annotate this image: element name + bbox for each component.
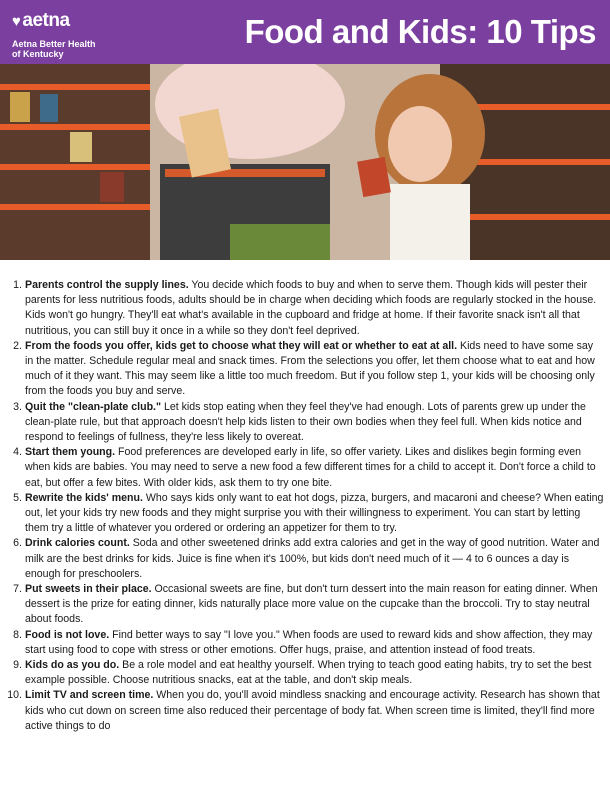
tip-body <box>25 582 604 628</box>
tip-body <box>25 491 604 537</box>
tip-item <box>6 278 604 339</box>
tip-number: 7. <box>13 583 22 596</box>
tip-text: Find better ways to say "I love you." When foods are used to reward kids and show affection, they may start using food to cope with stress or other emotions. Offer hugs, praise, and attention instead of food treats. <box>25 628 593 656</box>
tip-text: When you do, you'll avoid mindless snacking and encourage activity. Research has shown that kids who cut down on screen time also reduced their percentage of body fat. When screen time is limited, they'll find more active things to do <box>25 689 600 732</box>
logo-wordmark <box>12 10 96 32</box>
tip-number: 3. <box>13 400 22 413</box>
tip-number: 1. <box>13 279 22 291</box>
tip-heading: Quit the "clean-plate club." <box>25 400 162 413</box>
tip-heading: Kids do as you do. <box>25 659 120 672</box>
tip-item <box>6 445 604 491</box>
page-title: Food and Kids: 10 Tips <box>244 13 596 50</box>
header-banner <box>0 0 610 64</box>
tip-heading: From the foods you offer, kids get to choose what they will eat or whether to eat at all. <box>25 339 458 352</box>
tip-item <box>6 688 604 734</box>
tip-text: Occasional sweets are fine, but don't turn dessert into the main reason for eating dinner. When dessert is the prize for eating dinner, kids naturally place more value on the cupcake than the broccoli. Try to stay neutral about foods. <box>25 583 598 626</box>
tip-item <box>6 339 604 400</box>
tip-heading: Put sweets in their place. <box>25 583 152 596</box>
logo-text: aetna <box>22 10 70 31</box>
tip-text: You decide which foods to buy and when to serve them. Though kids will pester their parents for less nutritious foods, adults should be in charge when deciding which foods are regularly stocked in the house. Kids won't go hungry. They'll eat what's available in the cupboard and fridge at home. If their favorite snack isn't all that nutritious, you can still buy it once in a while so they don't feel deprived. <box>25 279 597 337</box>
tip-number: 9. <box>13 659 22 672</box>
tip-item <box>6 491 604 537</box>
heart-icon: ♥ <box>12 12 21 30</box>
hero-photo <box>0 64 610 260</box>
tip-text: Kids need to have some say in the matter. Schedule regular meal and snack times. From the selections you offer, let them choose what to eat and how much of it they want. This may seem like a little too much freedom. But if you follow step 1, your kids will be choosing only from the foods you buy and serve. <box>25 339 595 398</box>
tip-number: 5. <box>13 491 22 504</box>
tips-section <box>6 278 604 734</box>
tip-text: Soda and other sweetened drinks add extra calories and get in the way of good nutrition. Water and milk are the best drinks for kids. Juice is fine when it's 100%, but kids don't need much of it — 4 to 6 ounces a day is enough for preschoolers. <box>25 537 600 580</box>
logo-subtitle <box>12 39 96 59</box>
tip-item <box>6 628 604 658</box>
logo-subtitle-line2: of Kentucky <box>12 49 64 59</box>
tip-body <box>25 628 604 658</box>
tip-item <box>6 582 604 628</box>
tip-number: 8. <box>13 628 22 641</box>
tip-body <box>25 445 604 491</box>
tip-heading: Parents control the supply lines. <box>25 279 189 291</box>
tip-text: Who says kids only want to eat hot dogs, pizza, burgers, and macaroni and cheese? When eating out, let your kids try new foods and they might surprise you with their willingness to experiment. You can start by letting them try a little of whatever you ordered or ordering an appetizer for them to try. <box>25 491 604 535</box>
tip-text: Let kids stop eating when they feel they've had enough. Lots of parents grew up under the clean-plate rule, but that approach doesn't help kids listen to their own bodies when they feel full. When kids notice and respond to feelings of fullness, they're less likely to overeat. <box>25 400 586 444</box>
logo-subtitle-line1: Aetna Better Health <box>12 39 96 49</box>
tip-number: 6. <box>13 537 22 550</box>
tip-body <box>25 278 604 339</box>
tip-heading: Rewrite the kids' menu. <box>25 491 143 504</box>
tip-text: Be a role model and eat healthy yourself. When trying to teach good eating habits, try to set the best example possible. Choose nutritious snacks, eat at the table, and don't skip meals. <box>25 659 592 687</box>
tip-body <box>25 688 604 734</box>
aetna-logo <box>12 10 96 59</box>
tip-item <box>6 536 604 582</box>
tip-heading: Limit TV and screen time. <box>25 689 154 702</box>
tip-number: 10. <box>7 689 22 702</box>
tip-item <box>6 400 604 446</box>
tip-body <box>25 400 604 446</box>
tip-body <box>25 339 604 400</box>
tip-number: 2. <box>13 339 22 352</box>
tip-body <box>25 658 604 688</box>
grocery-photo-illustration <box>0 64 610 260</box>
tips-list <box>6 278 604 734</box>
tip-heading: Start them young. <box>25 446 116 459</box>
tip-item <box>6 658 604 688</box>
tip-heading: Food is not love. <box>25 628 110 641</box>
tip-body <box>25 536 604 582</box>
tip-text: Food preferences are developed early in life, so offer variety. Likes and dislikes begin forming even when kids are babies. You may need to serve a new food a few different times for a child to accept it. Don't force a child to eat, but offer a few bites. With older kids, ask them to try one bite. <box>25 446 596 489</box>
tip-heading: Drink calories count. <box>25 537 130 550</box>
tip-number: 4. <box>13 446 22 459</box>
